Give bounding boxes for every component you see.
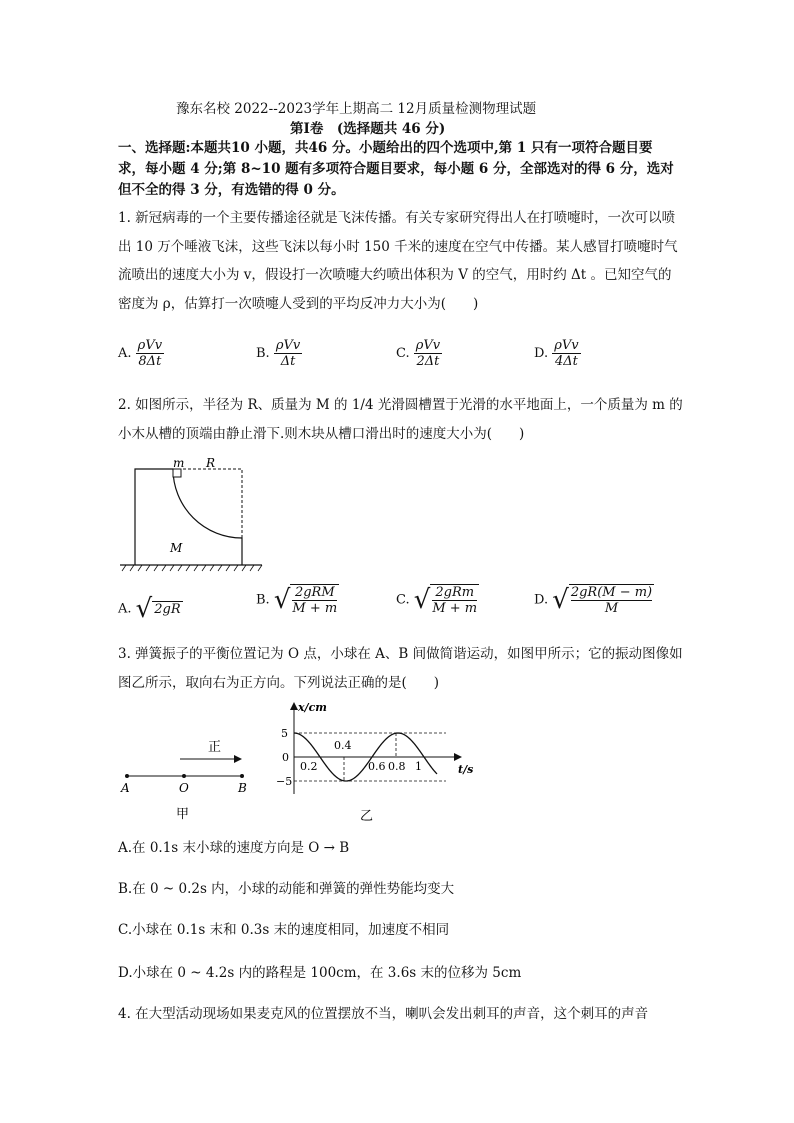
q2-option-c[interactable]: C. √ 2gRm M + m [396, 585, 478, 616]
section-instructions: 一、选择题:本题共10 小题，共46 分。小题给出的四个选项中,第 1 只有一项符合题目要求，每小题 4 分;第 8~10 题有多项符合题目要求，每小题 6 分，全部选对的得 6 分，选对但不全的得 3 分，有选错的得 0 分。 [118, 140, 674, 198]
point-b: B [238, 781, 247, 795]
q1-option-a[interactable]: A. $\frac{\text{ρVv}}{8\Delta t}$ [118, 338, 163, 369]
q2-option-b[interactable]: B. √ 2gRM M + m [256, 585, 338, 616]
question-4-stem: 4. 在大型活动现场如果麦克风的位置摆放不当，喇叭会发出刺耳的声音，这个刺耳的声音 [118, 1006, 649, 1022]
q3-option-c[interactable]: C.小球在 0.1s 末和 0.3s 末的速度相同，加速度不相同 [118, 922, 450, 938]
tick-0-4: 0.4 [334, 739, 352, 752]
label-m: m [173, 456, 185, 470]
point-o: O [179, 781, 189, 795]
label-r: R [206, 456, 216, 470]
part-heading: 第Ⅰ卷 (选择题共 46 分) [290, 121, 446, 137]
question-1-stem: 1. 新冠病毒的一个主要传播途径就是飞沫传播。有关专家研究得出人在打喷嚏时，一次可以喷出 10 万个唾液飞沫，这些飞沫以每小时 150 千米的速度在空气中传播。某人感冒打喷嚏时气流喷出的速度大小为 v，假设打一次喷嚏大约喷出体积为 V 的空气，用时约 Δt 。已知空气的密度为 ρ，估算打一次喷嚏人受到的平均反冲力大小为( ) [118, 210, 678, 312]
q1-option-d[interactable]: D. $\frac{\text{ρVv}}{4\Delta t}$ [534, 338, 579, 369]
q1-option-c[interactable]: C. $\frac{\text{ρVv}}{2\Delta t}$ [396, 338, 441, 369]
exam-title: 豫东名校 2022--2023学年上期高二 12月质量检测物理试题 [176, 101, 537, 117]
question-2-stem: 2. 如图所示，半径为 R、质量为 M 的 1/4 光滑圆槽置于光滑的水平地面上，一个质量为 m 的小木从槽的顶端由静止滑下.则木块从槽口滑出时的速度大小为( ) [118, 397, 683, 442]
point-a: A [121, 781, 130, 795]
q2-figure-groove [118, 455, 268, 577]
y-axis-label: x/cm [298, 701, 327, 714]
question-3-stem: 3. 弹簧振子的平衡位置记为 O 点，小球在 A、B 间做简谐运动，如图甲所示；它的振动图像如图乙所示，取向右为正方向。下列说法正确的是( ) [118, 646, 683, 691]
q3-option-d[interactable]: D.小球在 0 ~ 4.2s 内的路程是 100cm，在 3.6s 末的位移为 5cm [118, 965, 522, 981]
tick-1: 1 [415, 760, 422, 773]
q3-figure-yi [276, 700, 481, 825]
q2-option-a[interactable]: A. √ 2gR [118, 594, 181, 624]
tick-0-8: 0.8 [388, 760, 406, 773]
tick-0-6: 0.6 [368, 760, 386, 773]
q3-option-a[interactable]: A.在 0.1s 末小球的速度方向是 O → B [118, 840, 350, 856]
arrow-label: 正 [208, 740, 222, 755]
q2-option-d[interactable]: D. √ $\frac{2gR(M - m)}{M}$ [534, 585, 653, 616]
caption-jia: 甲 [176, 807, 190, 822]
tick-0: 0 [282, 751, 289, 764]
x-axis-label: t/s [458, 763, 474, 776]
q1-option-b[interactable]: B. $\frac{\text{ρVv}}{\Delta t}$ [256, 338, 301, 369]
q3-option-b[interactable]: B.在 0 ~ 0.2s 内，小球的动能和弹簧的弹性势能均变大 [118, 881, 455, 897]
label-big-m: M [170, 541, 183, 555]
tick-minus5: −5 [276, 775, 293, 788]
tick-0-2: 0.2 [300, 760, 318, 773]
tick-5: 5 [281, 727, 288, 740]
caption-yi: 乙 [360, 809, 374, 824]
q3-figure-jia [118, 734, 258, 824]
